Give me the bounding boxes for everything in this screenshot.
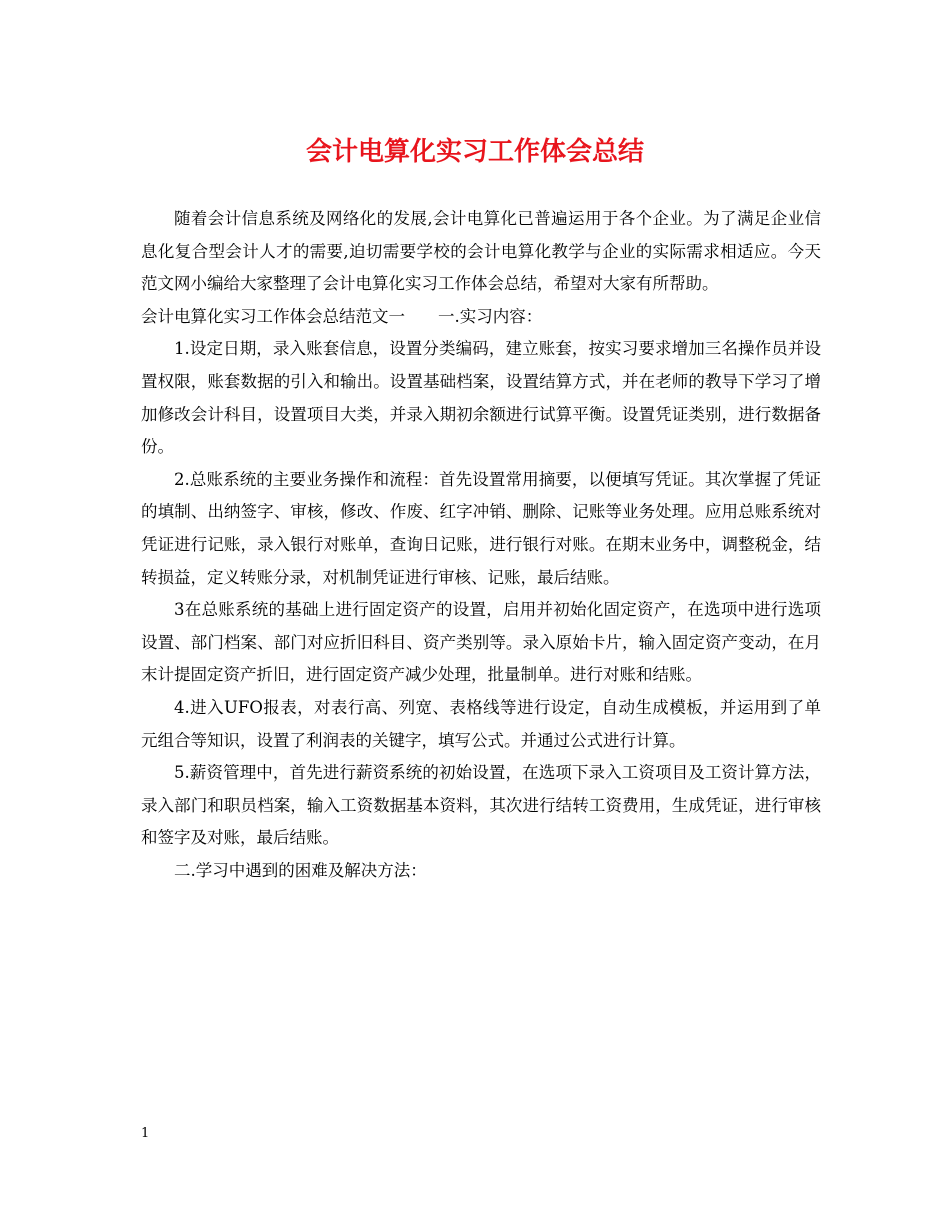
content-paragraph-1: 1.设定日期，录入账套信息，设置分类编码，建立账套，按实习要求增加三名操作员并设置权限，账套数据的引入和输出。设置基础档案，设置结算方式，并在老师的教导下学习了增加修改会计科目，设置项目大类，并录入期初余额进行试算平衡。设置凭证类别，进行数据备份。 <box>141 339 821 457</box>
content-paragraph-4: 4.进入UFO报表，对表行高、列宽、表格线等进行设定，自动生成模板，并运用到了单元组合等知识，设置了利润表的关键字，填写公式。并通过公式进行计算。 <box>141 697 821 750</box>
section-heading: 会计电算化实习工作体会总结范文一 一.实习内容： <box>141 306 543 326</box>
document-body <box>141 203 821 887</box>
intro-paragraph: 随着会计信息系统及网络化的发展,会计电算化已普遍运用于各个企业。为了满足企业信息化复合型会计人才的需要,迫切需要学校的会计电算化教学与企业的实际需求相适应。今天范文网小编给大家整理了会计电算化实习工作体会总结，希望对大家有所帮助。 <box>141 209 821 294</box>
content-paragraph-2: 2.总账系统的主要业务操作和流程：首先设置常用摘要，以便填写凭证。其次掌握了凭证的填制、出纳签字、审核，修改、作废、红字冲销、删除、记账等业务处理。应用总账系统对凭证进行记账，录入银行对账单，查询日记账，进行银行对账。在期末业务中，调整税金，结转损益，定义转账分录，对机制凭证进行审核、记账，最后结账。 <box>141 469 821 587</box>
document-title: 会计电算化实习工作体会总结 <box>305 137 644 167</box>
subsection-heading: 二.学习中遇到的困难及解决方法： <box>174 860 427 880</box>
content-paragraph-3: 3在总账系统的基础上进行固定资产的设置，启用并初始化固定资产，在选项中进行选项设置、部门档案、部门对应折旧科目、资产类别等。录入原始卡片，输入固定资产变动，在月末计提固定资产折旧，进行固定资产减少处理，批量制单。进行对账和结账。 <box>141 600 821 685</box>
content-paragraph-5: 5.薪资管理中，首先进行薪资系统的初始设置，在选项下录入工资项目及工资计算方法，录入部门和职员档案，输入工资数据基本资料，其次进行结转工资费用，生成凭证，进行审核和签字及对账，最后结账。 <box>141 763 821 848</box>
page-number: 1 <box>141 1126 150 1141</box>
